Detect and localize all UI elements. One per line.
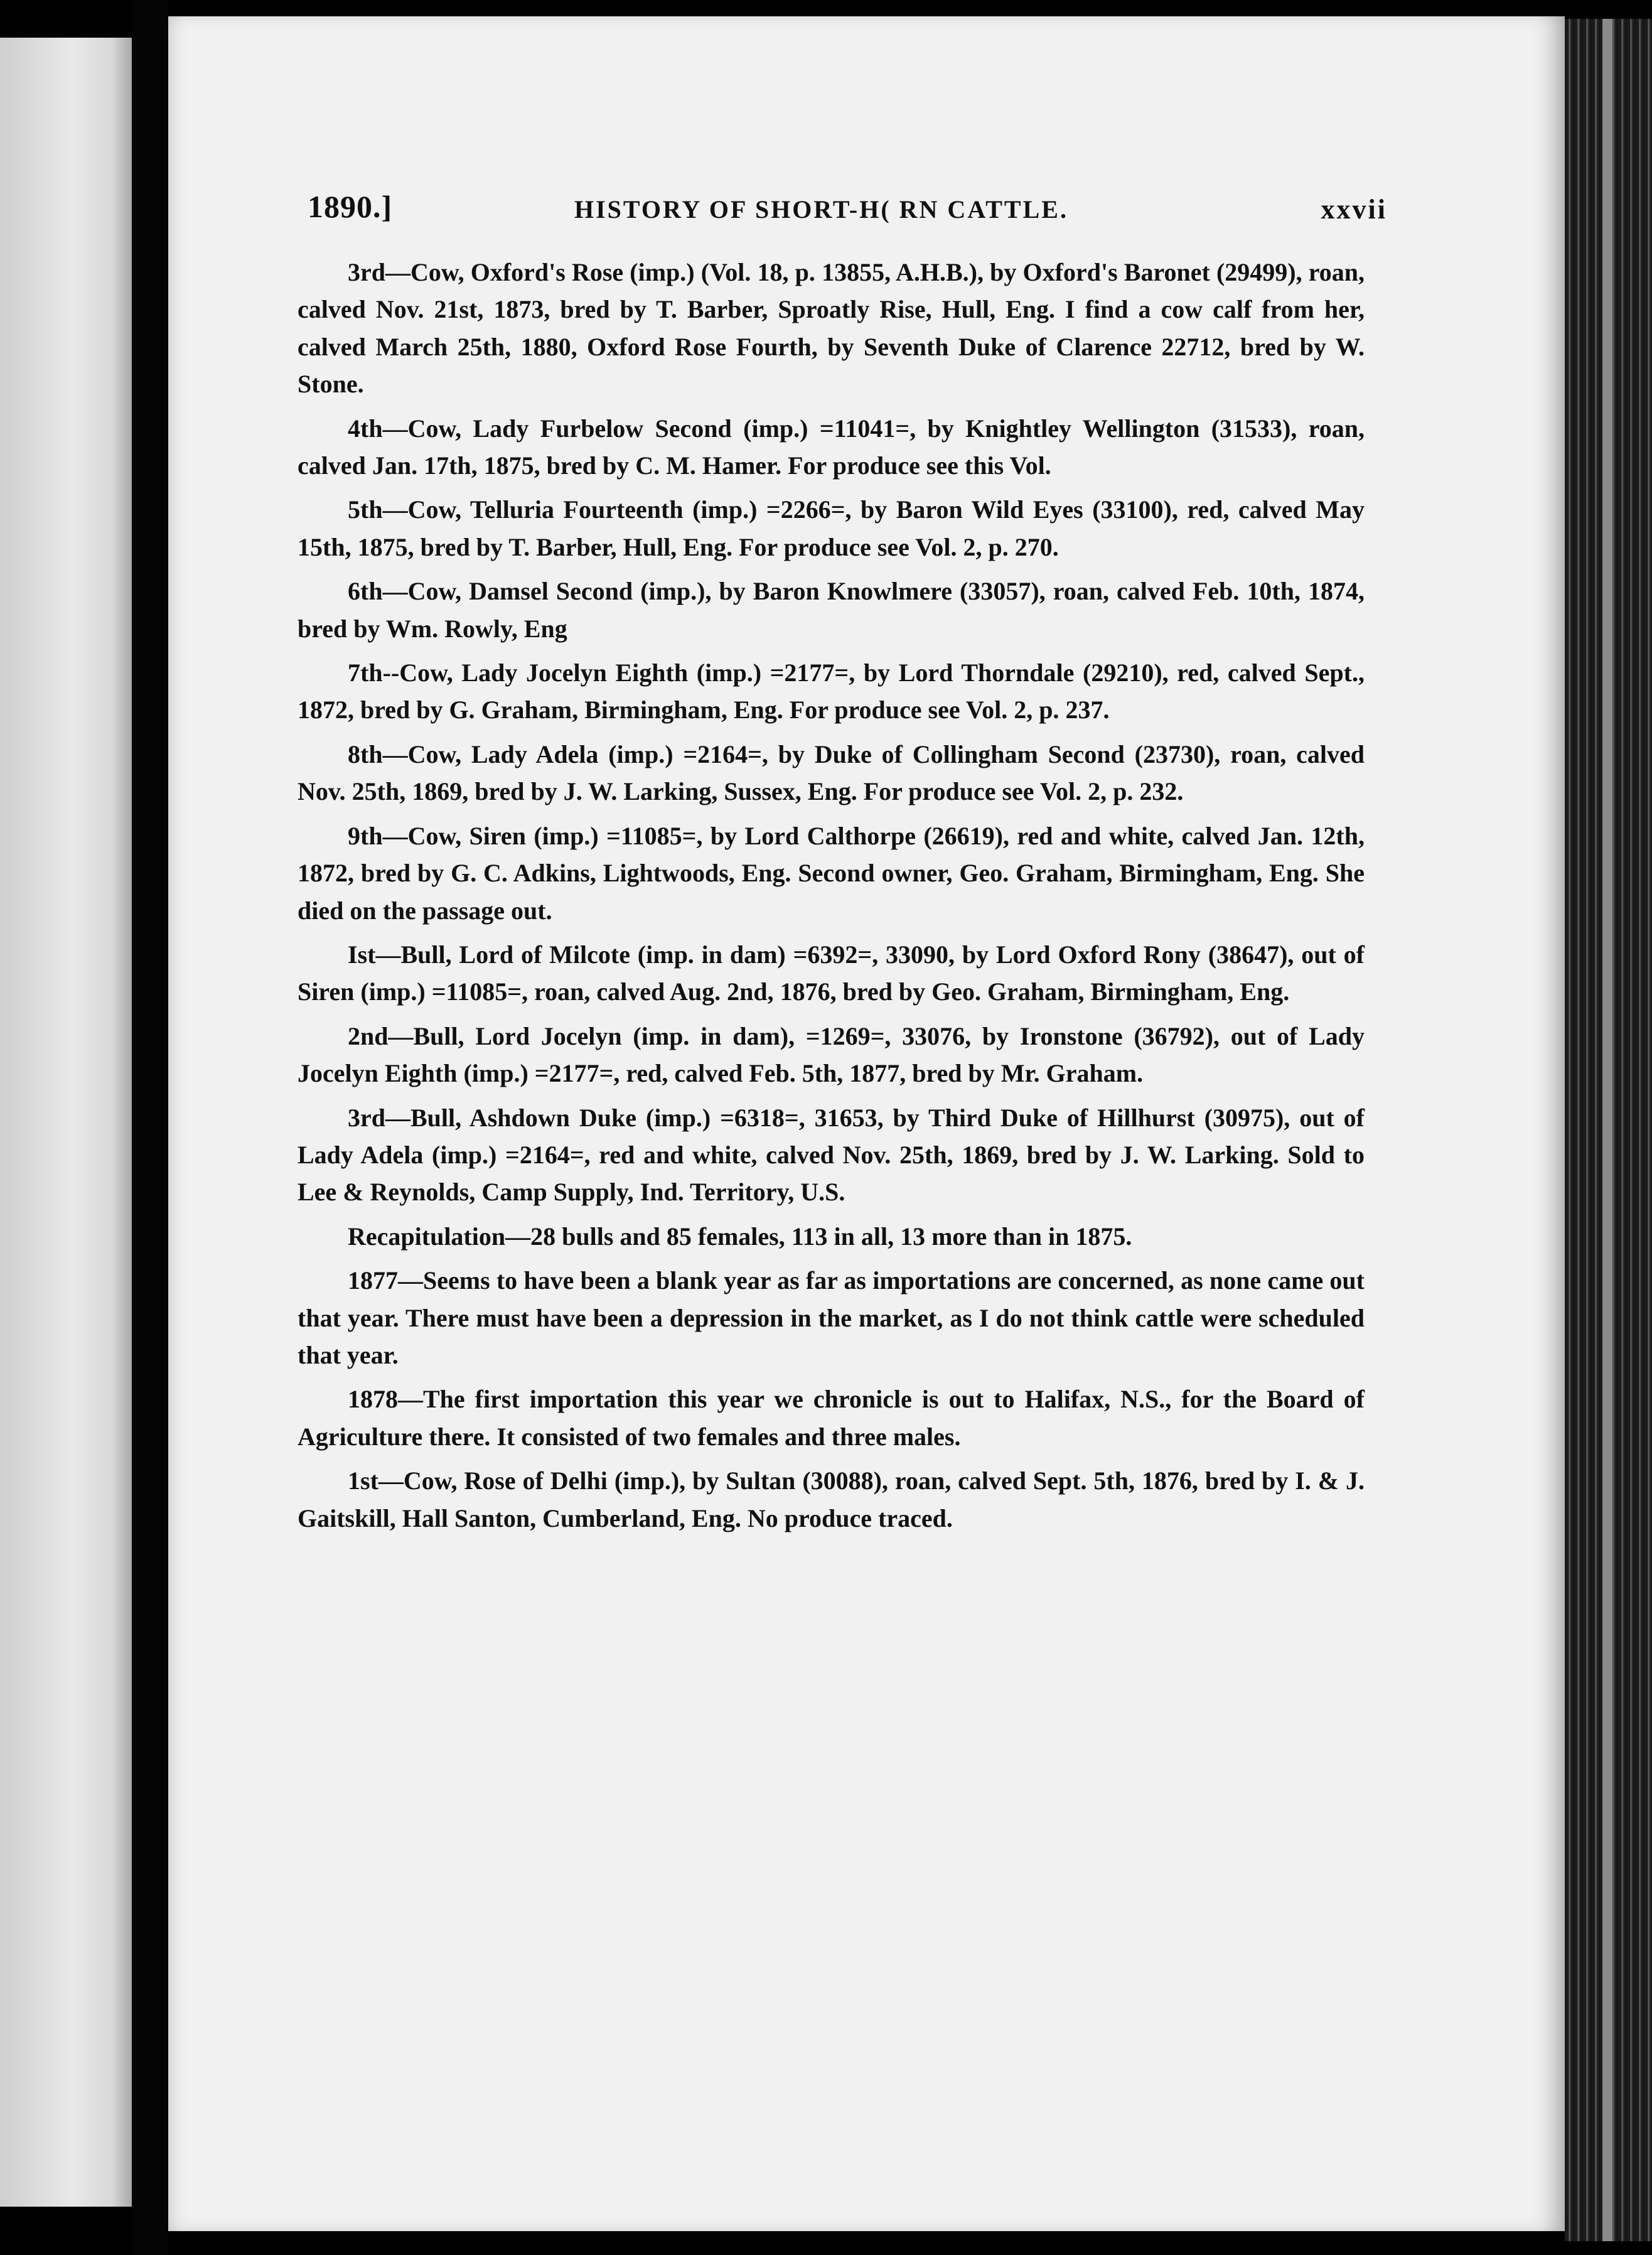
paragraph: 2nd—Bull, Lord Jocelyn (imp. in dam), =1269=, 33076, by Ironstone (36792), out of Lady Jocelyn Eighth (imp.) =2177=, red, calved Feb. 5th, 1877, bred by Mr. Graham. [298, 1021, 1365, 1088]
right-page-edges [1565, 19, 1652, 2241]
left-page-edge [0, 38, 132, 2207]
page-number: xxvii [1321, 194, 1387, 225]
paragraph: 1877—Seems to have been a blank year as far as importations are concerned, as none came out that year. There must have been a depression in the market, as I do not think cattle were scheduled that year. [298, 1266, 1365, 1369]
paragraph: 1878—The first importation this year we chronicle is out to Halifax, N.S., for the Board of Agriculture there. It consisted of two females and three males. [298, 1385, 1365, 1451]
paragraph: 4th—Cow, Lady Furbelow Second (imp.) =11041=, by Knightley Wellington (31533), roan, calved Jan. 17th, 1875, bred by C. M. Hamer. For produce see this Vol. [298, 414, 1365, 480]
paragraph: 7th--Cow, Lady Jocelyn Eighth (imp.) =2177=, by Lord Thorndale (29210), red, calved Sept., 1872, bred by G. Graham, Birmingham, Eng. For produce see Vol. 2, p. 237. [298, 659, 1365, 724]
paragraph: Recapitulation—28 bulls and 85 females, 113 in all, 13 more than in 1875. [348, 1222, 1132, 1251]
paragraph: 3rd—Cow, Oxford's Rose (imp.) (Vol. 18, p. 13855, A.H.B.), by Oxford's Baronet (29499), roan, calved Nov. 21st, 1873, bred by T. Barber, Sproatly Rise, Hull, Eng. I find a cow calf from her, calved March 25th, 1880, Oxford Rose Fourth, by Seventh Duke of Clarence 22712, bred by W. Stone. [298, 258, 1365, 399]
paragraph: 5th—Cow, Telluria Fourteenth (imp.) =2266=, by Baron Wild Eyes (33100), red, calved May 15th, 1875, bred by T. Barber, Hull, Eng. For produce see Vol. 2, p. 270. [298, 495, 1365, 561]
running-header [308, 188, 1387, 232]
paragraph: 3rd—Bull, Ashdown Duke (imp.) =6318=, 31653, by Third Duke of Hillhurst (30975), out of Lady Adela (imp.) =2164=, red and white, calved Nov. 25th, 1869, bred by J. W. Larking. Sold to Lee & Reynolds, Camp Supply, Ind. Territory, U.S. [298, 1103, 1365, 1207]
header-title: HISTORY OF SHORT-H( RN CATTLE. [574, 195, 1068, 223]
paragraph: 9th—Cow, Siren (imp.) =11085=, by Lord Calthorpe (26619), red and white, calved Jan. 12th, 1872, bred by G. C. Adkins, Lightwoods, Eng. Second owner, Geo. Graham, Birmingham, Eng. She died on the passage out. [298, 821, 1365, 925]
paragraph: 8th—Cow, Lady Adela (imp.) =2164=, by Duke of Collingham Second (23730), roan, calved Nov. 25th, 1869, bred by J. W. Larking, Sussex, Eng. For produce see Vol. 2, p. 232. [298, 740, 1365, 806]
book-gutter [132, 0, 168, 2255]
paragraph: Ist—Bull, Lord of Milcote (imp. in dam) =6392=, 33090, by Lord Oxford Rony (38647), out of Siren (imp.) =11085=, roan, calved Aug. 2nd, 1876, bred by Geo. Graham, Birmingham, Eng. [298, 940, 1365, 1006]
header-year: 1890.] [308, 189, 393, 224]
paragraph: 1st—Cow, Rose of Delhi (imp.), by Sultan (30088), roan, calved Sept. 5th, 1876, bred by I. & J. Gaitskill, Hall Santon, Cumberland, Eng. No produce traced. [298, 1467, 1365, 1532]
body-text [298, 254, 1365, 1544]
paragraph: 6th—Cow, Damsel Second (imp.), by Baron Knowlmere (33057), roan, calved Feb. 10th, 1874, bred by Wm. Rowly, Eng [298, 577, 1365, 643]
